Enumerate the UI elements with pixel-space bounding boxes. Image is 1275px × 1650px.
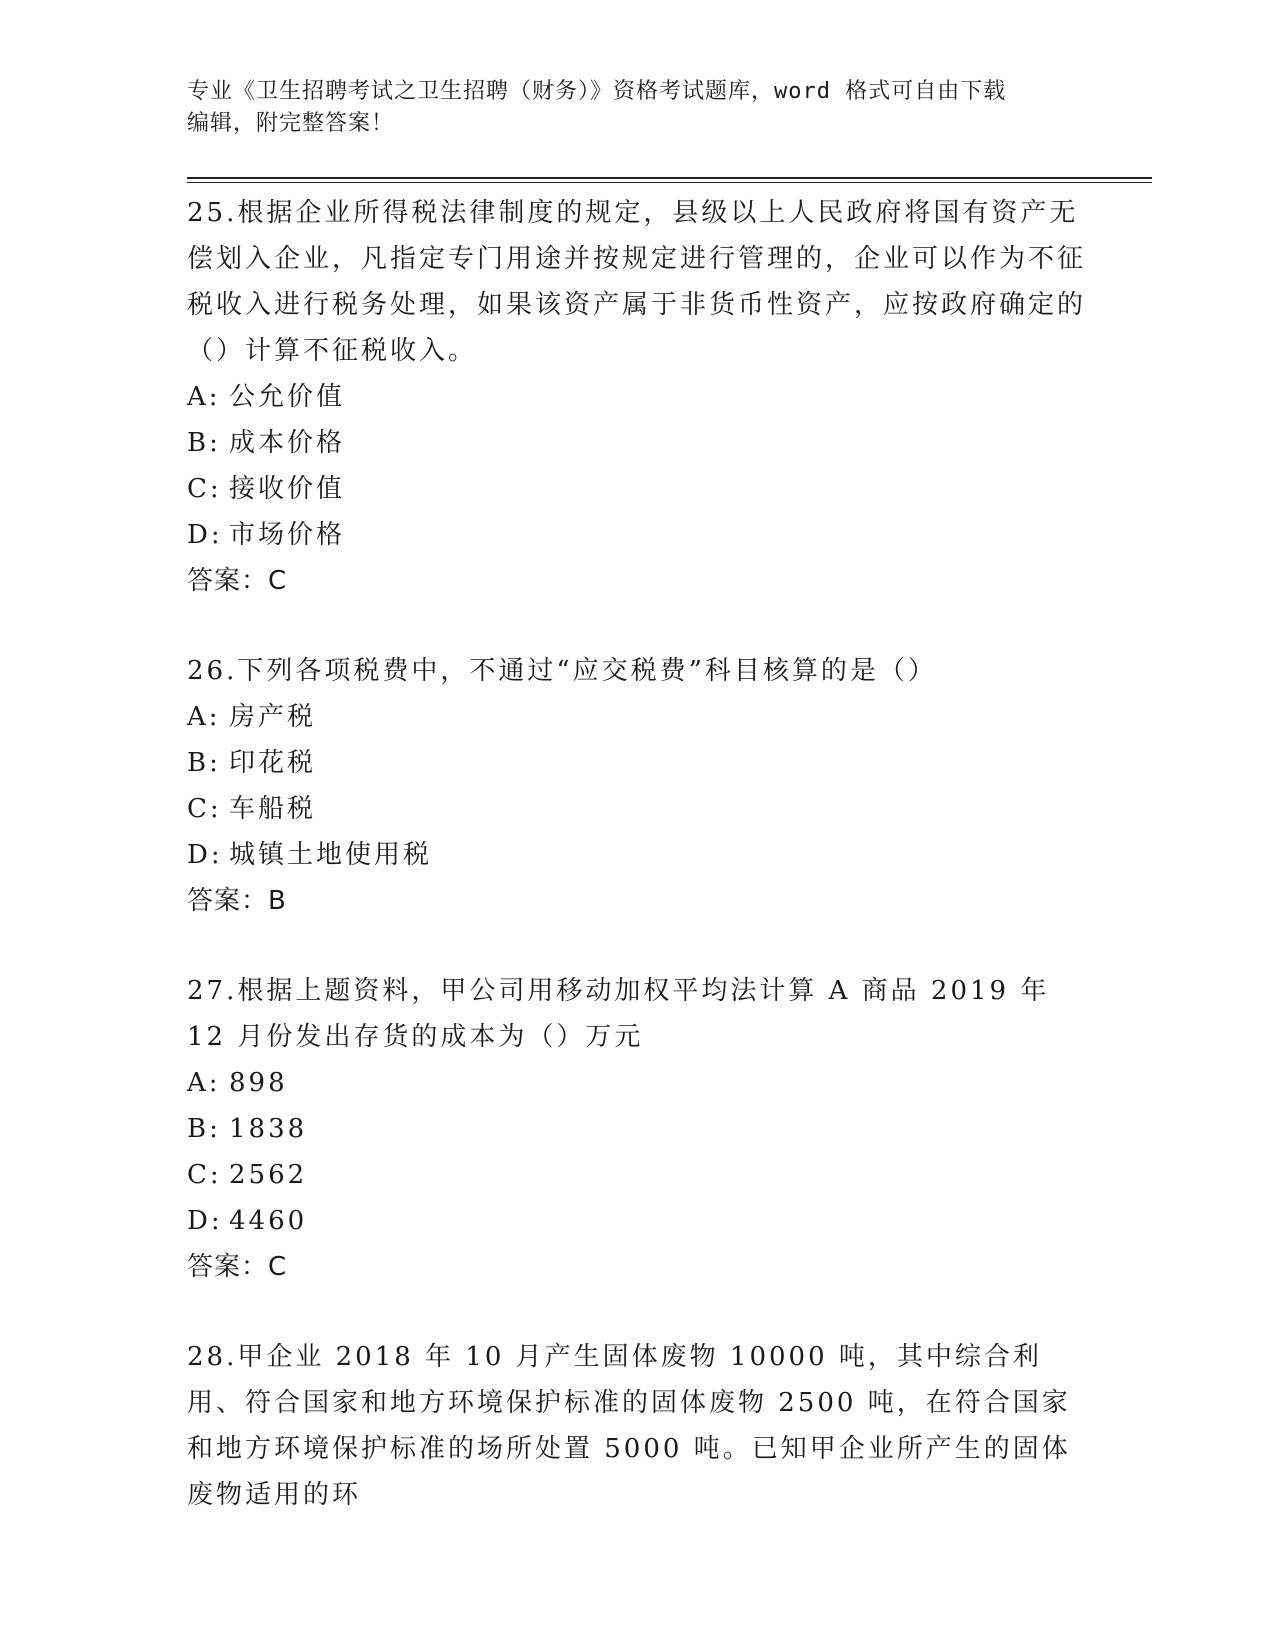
option-b	[187, 1106, 1087, 1152]
option-text: 城镇土地使用税	[229, 840, 433, 870]
question-26	[187, 648, 1087, 924]
option-c	[187, 1152, 1087, 1198]
option-key: C:	[187, 474, 222, 504]
option-c	[187, 466, 1087, 512]
option-a	[187, 374, 1087, 420]
option-c	[187, 786, 1087, 832]
option-text: 公允价值	[229, 382, 346, 412]
option-text: 车船税	[229, 794, 317, 824]
option-key: D:	[187, 840, 223, 870]
option-key: A:	[187, 1068, 221, 1098]
header-divider-thin	[187, 182, 1152, 183]
option-text: 接收价值	[229, 474, 346, 504]
option-b	[187, 740, 1087, 786]
question-list	[187, 190, 1087, 1562]
answer-line: 答案：B	[187, 886, 287, 916]
option-text: 房产税	[229, 702, 317, 732]
option-b	[187, 420, 1087, 466]
question-27	[187, 968, 1087, 1290]
option-key: B:	[187, 1114, 221, 1144]
option-a	[187, 694, 1087, 740]
option-d	[187, 512, 1087, 558]
option-text: 印花税	[229, 748, 317, 778]
header-line-1: 专业《卫生招聘考试之卫生招聘（财务）》资格考试题库，word 格式可自由下载	[187, 79, 1007, 104]
option-key: A:	[187, 382, 221, 412]
option-text: 市场价格	[229, 520, 346, 550]
question-stem: 25.根据企业所得税法律制度的规定，县级以上人民政府将国有资产无偿划入企业，凡指定专门用途并按规定进行管理的，企业可以作为不征税收入进行税务处理，如果该资产属于非货币性资产，应按政府确定的（）计算不征税收入。	[187, 198, 1087, 366]
option-a	[187, 1060, 1087, 1106]
option-text: 4460	[229, 1206, 308, 1236]
option-d	[187, 1198, 1087, 1244]
option-text: 成本价格	[229, 428, 346, 458]
option-key: D:	[187, 520, 223, 550]
option-d	[187, 832, 1087, 878]
option-key: D:	[187, 1206, 223, 1236]
option-key: C:	[187, 794, 222, 824]
option-key: C:	[187, 1160, 222, 1190]
option-key: B:	[187, 428, 221, 458]
option-text: 898	[229, 1068, 288, 1098]
option-key: B:	[187, 748, 221, 778]
answer-line: 答案：C	[187, 1252, 288, 1282]
question-stem: 27.根据上题资料，甲公司用移动加权平均法计算 A 商品 2019 年 12 月份发出存货的成本为（）万元	[187, 976, 1050, 1052]
document-header	[187, 76, 1067, 140]
option-text: 1838	[229, 1114, 308, 1144]
question-stem: 26.下列各项税费中，不通过“应交税费”科目核算的是（）	[187, 656, 937, 686]
option-key: A:	[187, 702, 221, 732]
answer-line: 答案：C	[187, 566, 288, 596]
option-text: 2562	[229, 1160, 308, 1190]
question-28	[187, 1334, 1087, 1518]
question-stem: 28.甲企业 2018 年 10 月产生固体废物 10000 吨，其中综合利用、符合国家和地方环境保护标准的固体废物 2500 吨，在符合国家和地方环境保护标准的场所处置 5000 吨。已知甲企业所产生的固体废物适用的环	[187, 1342, 1071, 1510]
question-25	[187, 190, 1087, 604]
header-line-2: 编辑，附完整答案！	[187, 111, 395, 136]
header-divider-thick	[187, 177, 1152, 179]
